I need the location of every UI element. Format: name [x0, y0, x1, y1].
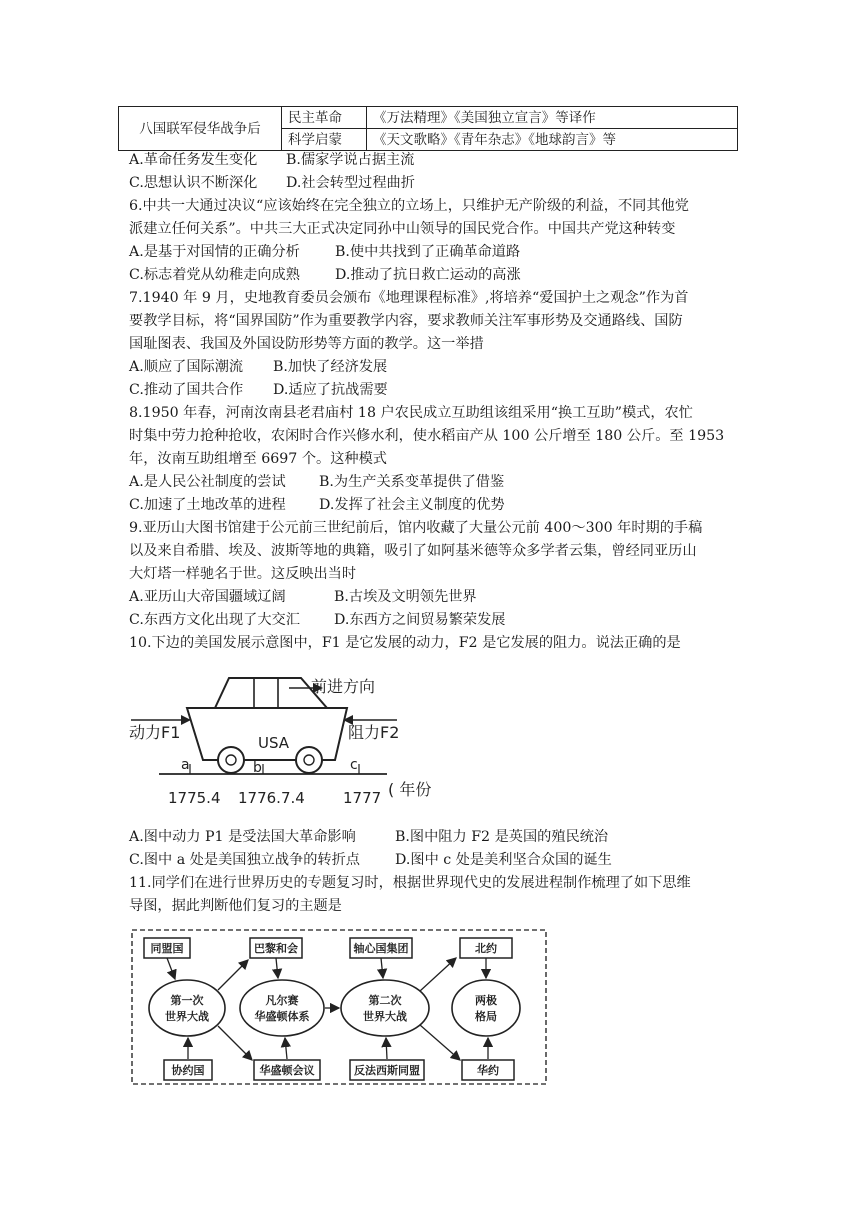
direction-label: 前进方向	[311, 677, 376, 696]
q9-option-row	[129, 609, 506, 631]
category-cell: 科学启蒙	[282, 129, 367, 151]
q6-option-c[interactable]: C.标志着党从幼稚走向成熟	[129, 267, 300, 283]
q7-option-b[interactable]: B.加快了经济发展	[273, 359, 388, 375]
map-node	[452, 980, 520, 1036]
q5-option-a[interactable]: A.革命任务发生变化	[129, 152, 258, 168]
timeline-mark-c: c	[350, 757, 358, 773]
q8-stem-line: 时集中劳力抢种抢收，农闲时合作兴修水利，使水稻亩产从 100 公斤增至 180 公斤。至 1953	[129, 428, 725, 444]
q6-option-d[interactable]: D.推动了抗日救亡运动的高涨	[335, 267, 521, 283]
q8-option-a[interactable]: A.是人民公社制度的尝试	[129, 474, 286, 490]
war-cell: 八国联军侵华战争后	[119, 107, 282, 151]
map-node-label: 华盛顿体系	[254, 1010, 310, 1023]
map-box-label: 华盛顿会议	[259, 1064, 315, 1077]
timeline-mark-b: b	[253, 760, 262, 776]
q6-stem-line: 派建立任何关系”。中共三大正式决定同孙中山领导的国民党合作。中国共产党这种转变	[129, 221, 676, 237]
reform-table	[118, 106, 738, 151]
map-node-label: 世界大战	[363, 1010, 407, 1023]
map-arrow	[420, 958, 456, 991]
q10-option-b[interactable]: B.图中阻力 F2 是英国的殖民统治	[395, 829, 609, 845]
q7-option-d[interactable]: D.适应了抗战需要	[273, 382, 388, 398]
q10-stem-line: 10.下边的美国发展示意图中，F1 是它发展的动力，F2 是它发展的阻力。说法正确的是	[129, 635, 681, 651]
q6-option-row	[129, 241, 521, 263]
q5-option-b[interactable]: B.儒家学说占据主流	[286, 152, 415, 168]
q6-option-row	[129, 264, 521, 286]
map-box-label: 反法西斯同盟	[354, 1064, 420, 1077]
q8-option-row	[129, 471, 505, 493]
q8-option-d[interactable]: D.发挥了社会主义制度的优势	[319, 497, 505, 513]
q8-option-row	[129, 494, 505, 516]
map-node	[240, 980, 324, 1036]
q9-option-c[interactable]: C.东西方文化出现了大交汇	[129, 612, 300, 628]
q10-option-row	[129, 826, 609, 848]
q7-option-c[interactable]: C.推动了国共合作	[129, 382, 244, 398]
map-box-label: 协约国	[171, 1064, 205, 1077]
timeline-unit: ( 年份	[388, 780, 432, 799]
map-arrow	[276, 958, 278, 978]
map-node	[341, 980, 429, 1036]
map-box-label: 北约	[475, 942, 497, 955]
q7-option-a[interactable]: A.顺应了国际潮流	[129, 359, 244, 375]
q8-stem-line: 8.1950 年春，河南汝南县老君庙村 18 户农民成立互助组该组采用“换工互助”模式，农忙	[129, 405, 693, 421]
content-cell: 《万法精理》《美国独立宣言》等译作	[367, 107, 738, 129]
timeline-date-a: 1775.4	[168, 789, 221, 807]
car-label: USA	[258, 734, 290, 752]
q5-option-c[interactable]: C.思想认识不断深化	[129, 175, 258, 191]
map-node-label: 两极	[475, 994, 497, 1007]
map-node	[149, 980, 225, 1036]
q6-option-b[interactable]: B.使中共找到了正确革命道路	[335, 244, 521, 260]
q8-stem-line: 年，汝南互助组增至 6697 个。这种模式	[129, 451, 387, 467]
q6-option-a[interactable]: A.是基于对国情的正确分析	[129, 244, 300, 260]
map-arrow	[381, 958, 383, 978]
q10-option-row	[129, 849, 612, 871]
q8-option-c[interactable]: C.加速了土地改革的进程	[129, 497, 286, 513]
q7-stem-line: 国耻图表、我国及外国设防形势等方面的教学。这一举措	[129, 336, 484, 352]
map-node-label: 格局	[475, 1010, 497, 1023]
timeline-date-b: 1776.7.4	[238, 789, 305, 807]
q7-option-row	[129, 379, 388, 401]
map-node-label: 第二次	[368, 994, 402, 1007]
mind-map-figure	[130, 928, 550, 1088]
q7-option-row	[129, 356, 388, 378]
category-cell: 民主革命	[282, 107, 367, 129]
table-row	[119, 107, 738, 129]
map-box-label: 轴心国集团	[353, 942, 409, 955]
q7-stem-line: 7.1940 年 9 月，史地教育委员会颁布《地理课程标准》,将培养“爱国护土之观念”作为首	[129, 290, 689, 306]
map-arrow	[218, 1026, 252, 1060]
q5-option-row	[129, 172, 415, 194]
map-node-label: 凡尔赛	[265, 994, 299, 1007]
force1-label: 动力F1	[129, 723, 181, 742]
q6-stem-line: 6.中共一大通过决议“应该始终在完全独立的立场上，只维护无产阶级的利益，不同其他党	[129, 198, 689, 214]
timeline-date-c: 1777	[343, 789, 382, 807]
q7-stem-line: 要教学目标，将“国界国防”作为重要教学内容，要求教师关注军事形势及交通路线、国防	[129, 313, 683, 329]
map-box-label: 巴黎和会	[254, 942, 298, 955]
content-cell: 《天文歌略》《青年杂志》《地球韵言》等	[367, 129, 738, 151]
car-wheel	[218, 747, 244, 773]
map-box-label: 同盟国	[150, 942, 184, 955]
q10-option-c[interactable]: C.图中 a 处是美国独立战争的转折点	[129, 852, 360, 868]
q9-stem-line: 9.亚历山大图书馆建于公元前三世纪前后，馆内收藏了大量公元前 400～300 年时期的手稿	[129, 520, 703, 536]
map-arrow	[285, 1038, 287, 1059]
q9-option-row	[129, 586, 477, 608]
map-arrow	[386, 1038, 387, 1059]
map-arrow	[420, 1025, 460, 1060]
q9-option-b[interactable]: B.古埃及文明领先世界	[334, 589, 477, 605]
q5-option-row	[129, 149, 415, 171]
usa-development-figure	[129, 660, 449, 815]
q5-option-d[interactable]: D.社会转型过程曲折	[286, 175, 415, 191]
q11-stem-line: 11.同学们在进行世界历史的专题复习时，根据世界现代史的发展进程制作梳理了如下思维	[129, 875, 691, 891]
map-node-label: 世界大战	[165, 1010, 209, 1023]
q10-option-a[interactable]: A.图中动力 P1 是受法国大革命影响	[129, 829, 356, 845]
q9-stem-line: 大灯塔一样驰名于世。这反映出当时	[129, 566, 357, 582]
q9-stem-line: 以及来自希腊、埃及、波斯等地的典籍，吸引了如阿基米德等众多学者云集，曾经同亚历山	[129, 543, 697, 559]
map-node-label: 第一次	[170, 994, 204, 1007]
force2-label: 阻力F2	[348, 723, 400, 742]
map-arrow	[167, 958, 175, 979]
map-box-label: 华约	[477, 1064, 499, 1077]
q9-option-d[interactable]: D.东西方之间贸易繁荣发展	[334, 612, 506, 628]
map-arrow	[218, 960, 248, 990]
q11-stem-line: 导图，据此判断他们复习的主题是	[129, 898, 342, 914]
q8-option-b[interactable]: B.为生产关系变革提供了借鉴	[319, 474, 505, 490]
car-wheel	[296, 747, 322, 773]
timeline-mark-a: a	[181, 757, 190, 773]
q10-option-d[interactable]: D.图中 c 处是美利坚合众国的诞生	[395, 852, 612, 868]
q9-option-a[interactable]: A.亚历山大帝国疆域辽阔	[129, 589, 286, 605]
